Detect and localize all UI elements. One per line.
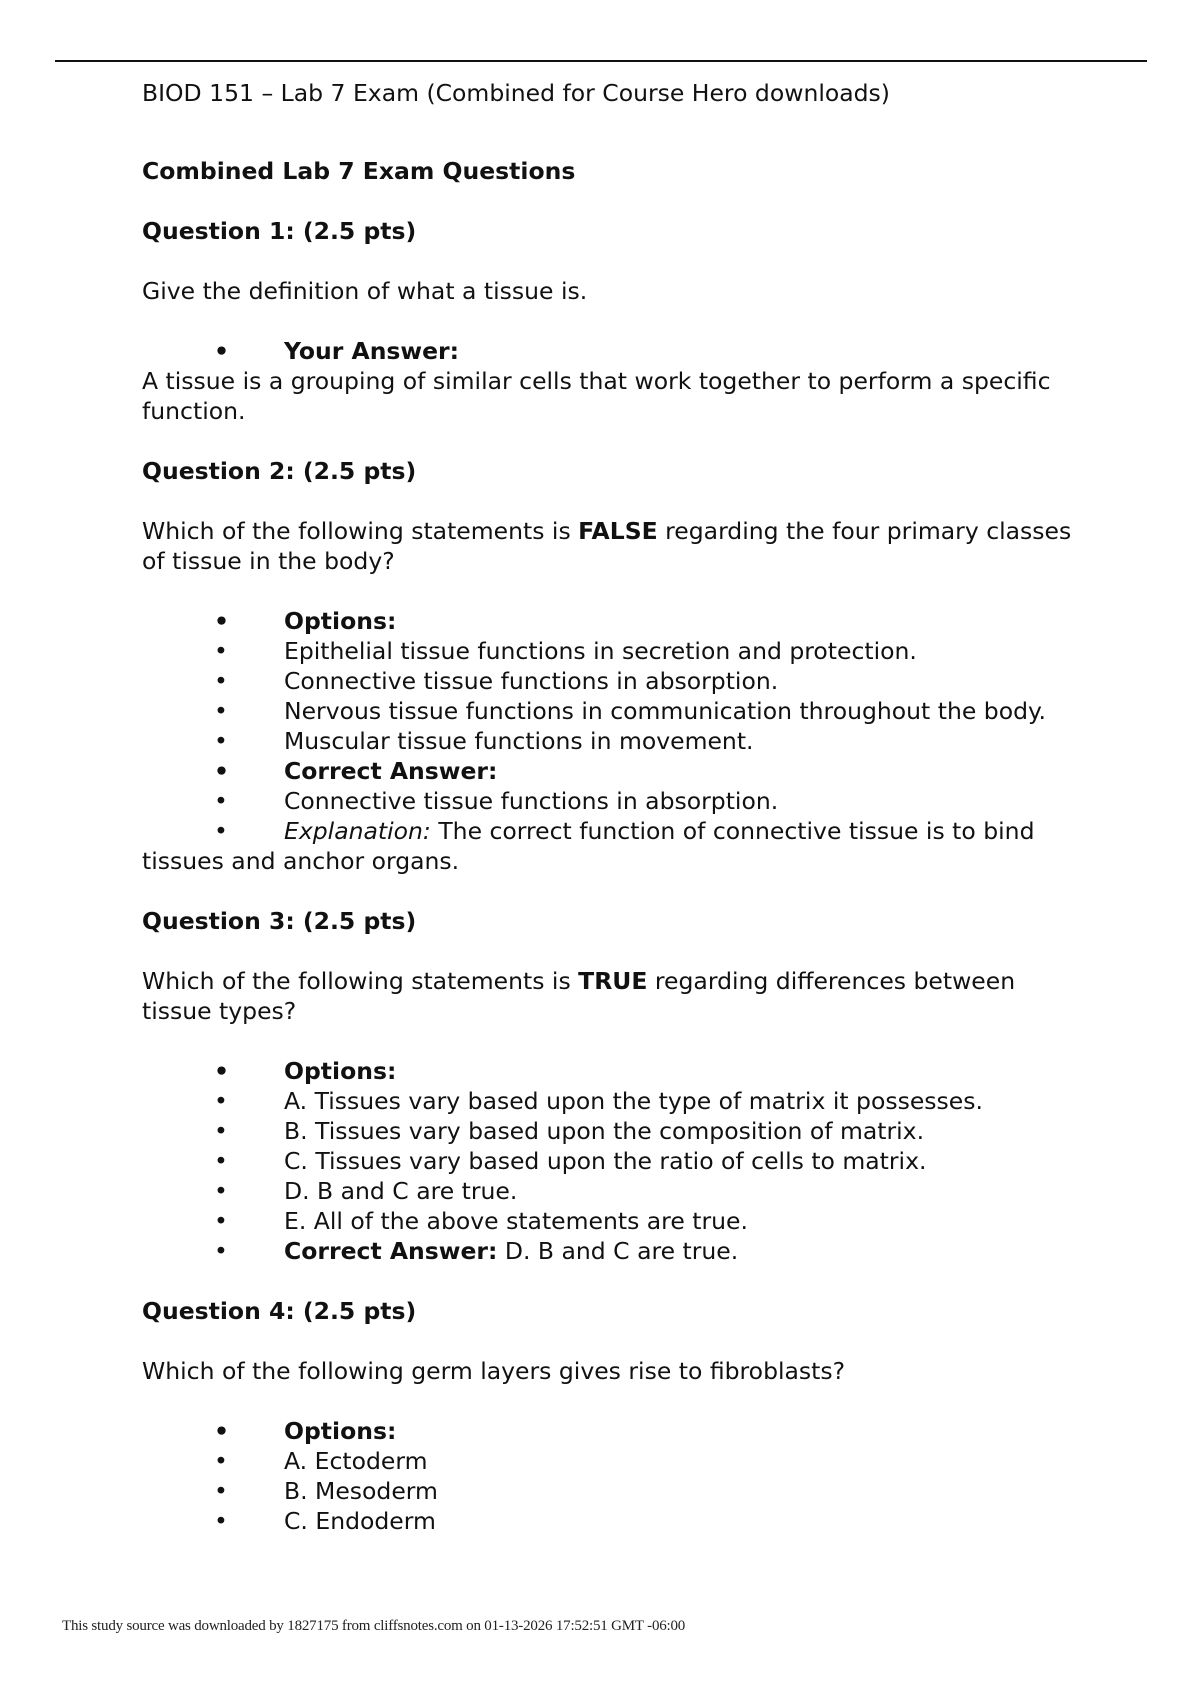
question-3-text — [142, 966, 1082, 1026]
option-item: • Nervous tissue functions in communication throughout the body. — [142, 696, 1082, 726]
top-rule — [55, 60, 1147, 62]
option-item: • A. Ectoderm — [142, 1446, 1082, 1476]
question-4-heading: Question 4: (2.5 pts) — [142, 1297, 417, 1325]
explanation-text: The correct function of connective tissue is to bind — [430, 817, 1035, 845]
question-1-heading: Question 1: (2.5 pts) — [142, 217, 417, 245]
section-heading: Combined Lab 7 Exam Questions — [142, 157, 576, 185]
options-label: • Options: — [142, 1056, 1082, 1086]
correct-answer-label: • Correct Answer: — [142, 756, 1082, 786]
option-item: • Epithelial tissue functions in secretion and protection. — [142, 636, 1082, 666]
correct-answer — [142, 1236, 1082, 1266]
option-item: • E. All of the above statements are true. — [142, 1206, 1082, 1236]
option-item: • C. Endoderm — [142, 1506, 1082, 1536]
option-item: • D. B and C are true. — [142, 1176, 1082, 1206]
correct-answer: • Connective tissue functions in absorption. — [142, 786, 1082, 816]
document-title: BIOD 151 – Lab 7 Exam (Combined for Course Hero downloads) — [142, 79, 890, 107]
question-2-heading: Question 2: (2.5 pts) — [142, 457, 417, 485]
question-3-options-list — [142, 1056, 1082, 1266]
correct-answer-text: D. B and C are true. — [497, 1237, 739, 1265]
option-item: • B. Mesoderm — [142, 1476, 1082, 1506]
question-4-text: Which of the following germ layers gives rise to fibroblasts? — [142, 1357, 846, 1385]
document-body — [142, 78, 1082, 1536]
answer-label: • Your Answer: — [142, 336, 1082, 366]
explanation — [142, 816, 1082, 846]
question-2-options-list — [142, 606, 1082, 846]
correct-answer-label: Correct Answer: — [284, 1237, 498, 1265]
question-2-text — [142, 516, 1082, 576]
question-3-text-before: Which of the following statements is — [142, 967, 579, 995]
options-label: • Options: — [142, 1416, 1082, 1446]
question-3-text-after: regarding differences between tissue types? — [142, 967, 1016, 1025]
option-item: • Muscular tissue functions in movement. — [142, 726, 1082, 756]
question-1-answer: A tissue is a grouping of similar cells that work together to perform a specific function. — [142, 367, 1051, 425]
question-2-text-before: Which of the following statements is — [142, 517, 579, 545]
question-3-emphasis: TRUE — [578, 967, 648, 995]
option-item: • Connective tissue functions in absorption. — [142, 666, 1082, 696]
explanation-continued: tissues and anchor organs. — [142, 847, 460, 875]
download-watermark: This study source was downloaded by 1827175 from cliffsnotes.com on 01-13-2026 17:52:51 GMT -06:00 — [62, 1618, 686, 1634]
question-1-answer-list — [142, 336, 1082, 366]
question-3-heading: Question 3: (2.5 pts) — [142, 907, 417, 935]
options-label: • Options: — [142, 606, 1082, 636]
option-item: • C. Tissues vary based upon the ratio of cells to matrix. — [142, 1146, 1082, 1176]
option-item: • A. Tissues vary based upon the type of matrix it possesses. — [142, 1086, 1082, 1116]
explanation-label: Explanation: — [284, 817, 431, 845]
option-item: • B. Tissues vary based upon the composition of matrix. — [142, 1116, 1082, 1146]
question-2-text-after: regarding the four primary classes of tissue in the body? — [142, 517, 1072, 575]
question-2-emphasis: FALSE — [578, 517, 658, 545]
question-1-text: Give the definition of what a tissue is. — [142, 277, 588, 305]
question-4-options-list — [142, 1416, 1082, 1536]
